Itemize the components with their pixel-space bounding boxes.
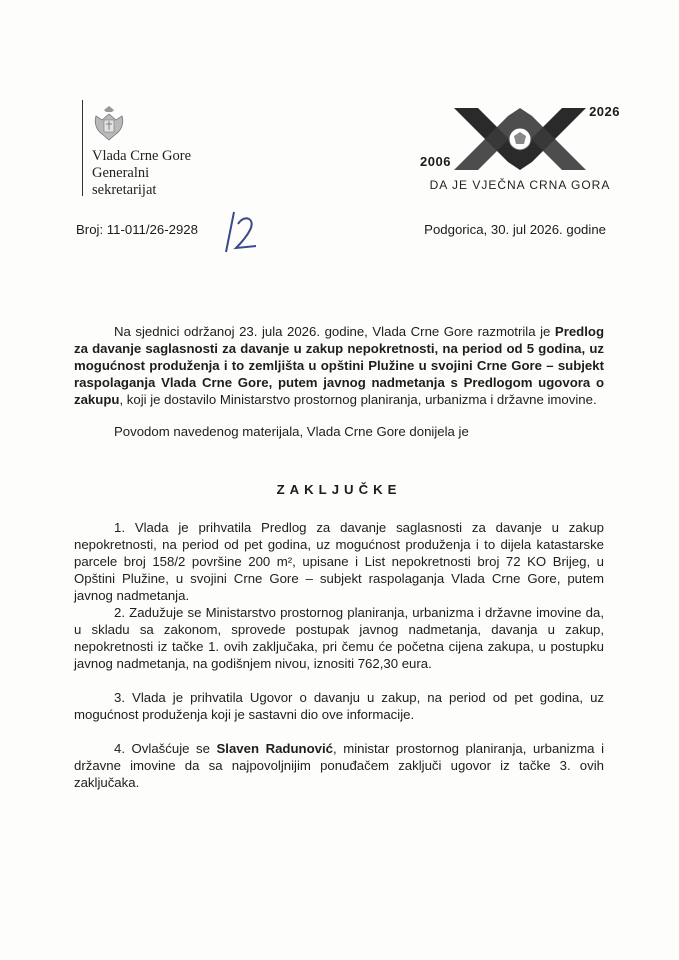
conclusion-1-text: 1. Vlada je prihvatila Predlog za davanje saglasnosti za davanje u zakup nepokretnosti, na period od pet godina, uz mogućnost produženja i to dijela katastarske parcele broj 158/2 površine 200 m², upisane i List nepokretnosti broj 72 KO Brijeg, u Opštini Plužine, u svojini Crne Gore – subjekt raspolaganja Vlada Crne Gore, putem javnog nadmetanja. [74,520,604,603]
intro-text-after: , koji je dostavilo Ministarstvo prostornog planiranja, urbanizma i državne imovine. [119,392,597,407]
institution-line: Generalni [92,165,150,181]
header-divider [82,100,83,196]
minister-name: Slaven Radunović [216,741,333,756]
decision-note-text: Povodom navedenog materijala, Vlada Crne Gore donijela je [114,424,469,439]
reference-line [76,222,606,252]
intro-paragraph [74,323,604,408]
institution-line: Vlada Crne Gore [92,148,192,164]
logo-year-start: 2006 [420,154,451,169]
conclusion-1 [74,519,604,604]
conclusions-heading: ZAKLJUČKE [276,482,402,497]
document-number: Broj: 11-011/26-2928 [76,222,198,237]
conclusion-3 [74,689,604,723]
conclusion-4-text-after: , ministar prostornog planiranja, urbanizma i državne imovine da sa najpovoljnijim ponuđačem zaključi ugovor iz tačke 3. ovih zaključaka. [74,741,604,790]
conclusion-2 [74,604,604,672]
xx-anniversary-mark-icon [450,106,590,172]
conclusion-2-text: 2. Zadužuje se Ministarstvo prostornog planiranja, urbanizma i državne imovine da, u skladu sa zakonom, sprovede postupak javnog nadmetanja, davanja u zakup, nepokretnosti iz tačke 1. ovih zaključaka, pri čemu će početna cijena zakupa, u postupku javnog nadmetanja, na godišnjem nivou, iznositi 762,30 eura. [74,605,604,671]
conclusion-3-text: 3. Vlada je prihvatila Ugovor o davanju u zakup, na period od pet godina, uz mogućnost produženja koji je sastavni dio ove informacije. [74,690,604,722]
institution-line: sekretarijat [92,182,157,198]
logo-slogan: DA JE VJEČNA CRNA GORA [429,178,611,192]
place-and-date: Podgorica, 30. jul 2026. godine [424,222,606,237]
logo-year-end: 2026 [589,104,620,119]
decision-note [74,423,604,440]
proposal-title: Predlog za davanje saglasnosti za davanje u zakup nepokretnosti, na period od 5 godina, uz mogućnost produženja i to zemljišta u opštini Plužine u svojini Crne Gore – subjekt raspolaganja Vlada Crne Gore, putem javnog nadmetanja s Predlogom ugovora o zakupu [74,324,604,407]
intro-text-before: Na sjednici održanoj 23. jula 2026. godine, Vlada Crne Gore razmotrila je [114,324,555,339]
institution-header [82,100,252,200]
coat-of-arms-icon [92,104,126,144]
anniversary-logo [420,104,620,194]
handwritten-number-icon [220,210,260,254]
conclusion-4-text-before: 4. Ovlašćuje se [114,741,217,756]
institution-name [92,148,191,199]
conclusion-4 [74,740,604,791]
